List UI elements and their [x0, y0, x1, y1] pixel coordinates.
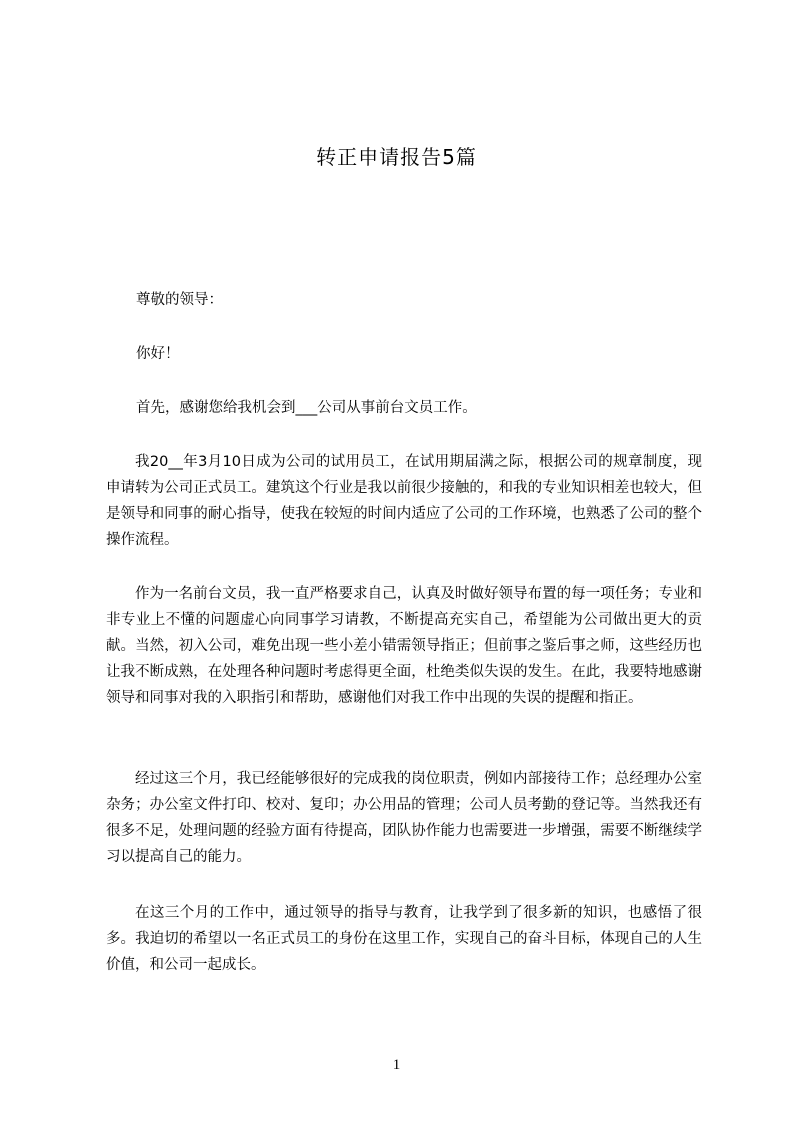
page-title: 转正申请报告5篇 — [316, 145, 477, 169]
paragraph-probation: 我20__年3月10日成为公司的试用员工，在试用期届满之际，根据公司的规章制度，现申请转为公司正式员工。建筑这个行业是我以前很少接触的，和我的专业知识相差也较大，但是领导和同事的耐心指导，使我在较短的时间内适应了公司的工作环境，也熟悉了公司的整个操作流程。 — [106, 454, 702, 548]
paragraph-achievements: 经过这三个月，我已经能够很好的完成我的岗位职责，例如内部接待工作；总经理办公室杂务；办公室文件打印、校对、复印；办公用品的管理；公司人员考勤的登记等。当然我还有很多不足，处理问题的经验方面有待提高，团队协作能力也需要进一步增强，需要不断继续学习以提高自己的能力。 — [106, 771, 702, 865]
paragraph-closing: 在这三个月的工作中，通过领导的指导与教育，让我学到了很多新的知识，也感悟了很多。我迫切的希望以一名正式员工的身份在这里工作，实现自己的奋斗目标，体现自己的人生价值，和公司一起成长。 — [106, 905, 702, 973]
salutation: 尊敬的领导： — [136, 292, 223, 308]
page-number: 1 — [392, 1057, 401, 1073]
paragraph-duties: 作为一名前台文员，我一直严格要求自己，认真及时做好领导布置的每一项任务；专业和非专业上不懂的问题虚心向同事学习请教，不断提高充实自己，希望能为公司做出更大的贡献。当然，初入公司，难免出现一些小差小错需领导指正；但前事之鉴后事之师，这些经历也让我不断成熟，在处理各种问题时考虑得更全面，杜绝类似失误的发生。在此，我要特地感谢领导和同事对我的入职指引和帮助，感谢他们对我工作中出现的失误的提醒和指正。 — [106, 586, 702, 706]
opening-line: 首先，感谢您给我机会到___公司从事前台文员工作。 — [136, 400, 477, 416]
greeting: 你好！ — [136, 346, 180, 362]
